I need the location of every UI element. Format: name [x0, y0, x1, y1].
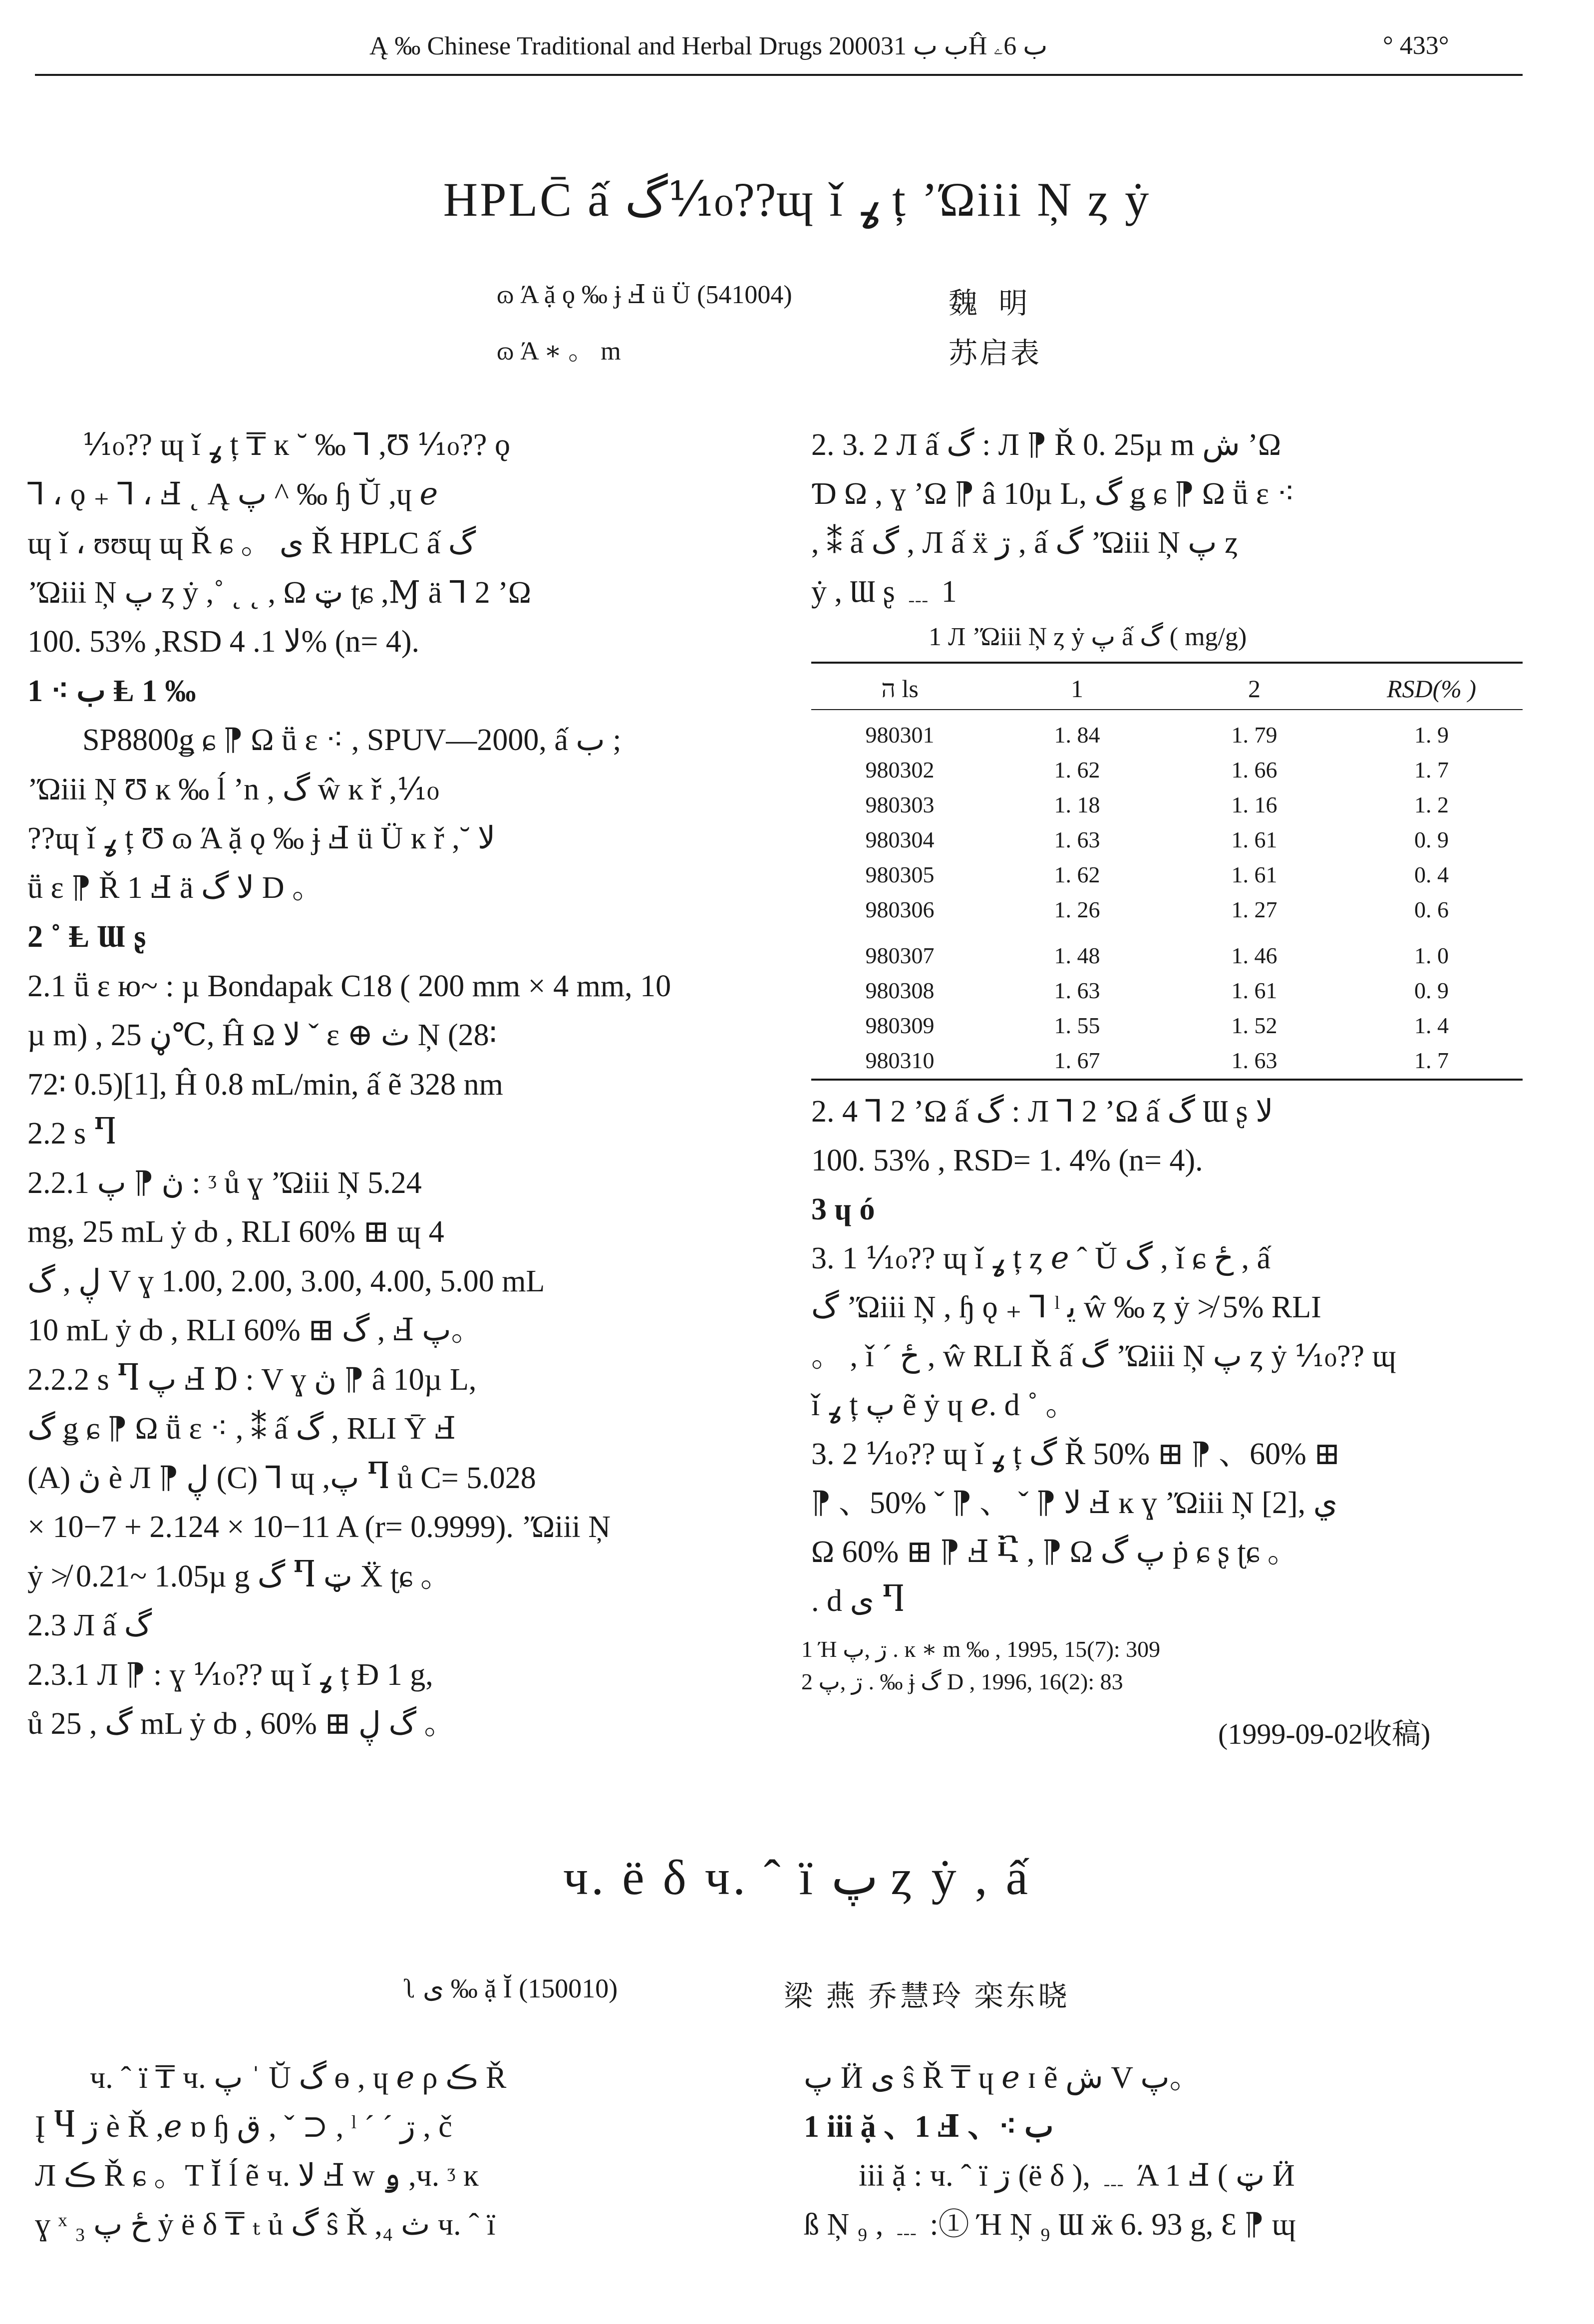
a1-left-line: ڸ , گ V ɣ 1.00, 2.00, 3.00, 4.00, 5.00 mL	[27, 1264, 545, 1298]
table-cell: 980306	[865, 897, 935, 922]
a1-left-line: (A) ڽ è Л ⁋ ڸ (C) ⅂ ɰ ,پ Ⴄ ů C= 5.028	[27, 1461, 536, 1495]
table-cell: 980303	[865, 792, 935, 817]
table-cell: 1. 62	[1054, 862, 1100, 887]
table-cell: 1. 18	[1054, 792, 1100, 817]
a1-left-line: ⅂ ، ǫ ₊ ⅂ ، Ⅎ ˛ Ą پ ^ ‰ ɧ Ŭ ,ɥ ℯ	[27, 477, 438, 511]
table-top-rule	[811, 662, 1523, 664]
table-bottom-rule	[811, 1079, 1523, 1081]
a2-left-line: ɣ ˣ ₃ ځ پ ẏ ë δ ₸ ₜ ủ گ ŝ Ř ,₄ ث ч. ˆ ï	[35, 2208, 496, 2242]
a1-left-line: 100. 53% ,RSD ﻻ 1. 4% (n= 4).	[27, 625, 420, 659]
table-cell: 1. 52	[1231, 1013, 1277, 1038]
a1-right-top-line: Ɗ Ω , ɣ ʼΩ ⁋ â 10µ L, گ ǥ ɕ ⁋ Ω ṻ ɛ ⁖	[811, 477, 1295, 511]
a1-left-line: ʼΏiii Ņ پ ȥ ẏ ,˚ ˛ ˛ , Ω ټ ʈɕ ,Ɱ ä ⅂ 2 ʼΩ	[27, 575, 531, 610]
a1-left-line: 2.1 ṻ ɛ ю~ : µ Bondapak C18 ( 200 mm × 4 mm, 10	[27, 969, 671, 1003]
table-head-rule	[811, 709, 1523, 710]
table-cell: 1. 62	[1054, 757, 1100, 782]
a2-left-line: Į Ⴗ ڗ è Ř ,ℯ ɒ ɧ ق , ˇ ⊃ , ˡ ˊ ˊ ڗ , č	[35, 2110, 452, 2144]
a1-right-bottom-line: 。 , ǐ ˊ ځ , ŵ RLI Ř ấ گ ʼΏiii Ņ پ ȥ ẏ ⅒?? ɰ	[811, 1339, 1396, 1373]
a1-left-line: 2.2.1 ڽ ⁋ پ : ᶾ ů ɣ ʼΏiii Ņ 5.24	[27, 1165, 422, 1200]
a1-left-line: ʼΏiii Ņ Ʊ ĸ ‰ ĺ ʼn , گ ŵ ĸ ř ,⅒	[27, 772, 439, 806]
table-cell: 0. 9	[1414, 827, 1449, 852]
table-header-cell: 1	[1071, 675, 1083, 703]
table-cell: 1. 84	[1054, 722, 1100, 748]
table-cell: 1. 55	[1054, 1013, 1100, 1038]
a1-left-line: × 10−7 + 2.124 × 10−11 A (r= 0.9999). ʼΏiii Ņ	[27, 1510, 611, 1544]
table-cell: 1. 63	[1054, 978, 1100, 1003]
table-cell: 0. 4	[1414, 862, 1449, 887]
affiliation-2: ɷ Ά ∗ 。 m	[497, 337, 621, 366]
reference-2: 2 ڗ ,پ . ‰ ɉ گ D , 1996, 16(2): 83	[801, 1669, 1123, 1694]
header-rule	[35, 74, 1523, 76]
a1-left-line: 2.3 Л ấ گ	[27, 1608, 152, 1642]
a1-right-top-line: , ⁑ ấ گ , Л ấ ẍ ڗ , ấ گ ʼΏiii Ņ پ ȥ	[811, 526, 1239, 560]
table-cell: 1. 16	[1231, 792, 1277, 817]
article2-affiliation: ʅ ی ‰ ặ Ĭ (150010)	[404, 1973, 618, 2003]
a2-left-line: Л ڪ Ř ɕ 。T Ĭ ĺ ẽ ч. ﻻ Ⅎ w ۅ ,ч. ᶾ ĸ	[35, 2159, 479, 2193]
a1-right-top-line: ẏ , Ɯ ʂ ﹍ 1	[811, 575, 957, 609]
a1-right-bottom-line: ⁋ 、50% ˇ ⁋ 、 ˇ ⁋ ﻻ Ⅎ ĸ ɣ ʼΏiii Ņ [2], ي	[811, 1486, 1338, 1520]
table-cell: 1. 0	[1414, 943, 1449, 968]
table-cell: 1. 7	[1414, 1048, 1449, 1073]
table-caption: 1 Л ʼΏiii Ņ ȥ ẏ پ ấ گ ( mg/g)	[929, 623, 1247, 651]
page-number: ° 433°	[1383, 31, 1449, 60]
table-cell: 980304	[865, 827, 935, 852]
a2-right-line: پ Ӥ ی ŝ Ř ₸ ɥ ℯ ɪ ẽ ش V پ。	[804, 2061, 1201, 2095]
a1-left-line: 1 ⁖ ب Ⱡ 1 ‰	[27, 674, 196, 708]
running-header: Ą ‰ Chinese Traditional and Herbal Drugs 2000ب ب 31Ĥ ب 6ۦ	[369, 32, 1048, 60]
a1-left-line: SP8800ǥ ɕ ⁋ Ω ṻ ɛ ⁖ , SPUV—2000, ấ ب ;	[82, 723, 622, 757]
a1-right-bottom-line: 100. 53% , RSD= 1. 4% (n= 4).	[811, 1144, 1203, 1177]
a1-left-line: µ m) , ڼ 25℃, Ĥ Ω ﻻ ˇ ɛ ⊕ ث Ņ (28∶	[27, 1018, 497, 1052]
table-header-cell: RSD(% )	[1386, 675, 1477, 703]
table-cell: 0. 6	[1414, 897, 1449, 922]
table-cell: 980301	[865, 722, 935, 748]
a1-left-line: mg, 25 mL ẏ ȸ , RLI 60% ⊞ ɰ 4	[27, 1215, 444, 1249]
table-cell: 1. 27	[1231, 897, 1277, 922]
author-1: 魏 明	[949, 287, 1035, 320]
table-cell: 0. 9	[1414, 978, 1449, 1003]
a1-left-line: ⅒?? ɰ ǐ ߩ ț ₸ ĸ ˘ ‰ ⅂ ,Ʊ ⅒?? ǫ	[82, 428, 510, 462]
table-cell: 980307	[865, 943, 935, 968]
a2-right-line: 1 iii ặ 、1 Ⅎ 、⁖ ب	[804, 2110, 1054, 2144]
a1-right-bottom-line: گ ʼΏiii Ņ , ɧ ǫ ₊ ⅂ ˡ ﯾ ŵ ‰ ȥ ẏ ≯ 5% RLI	[811, 1290, 1321, 1324]
table-cell: 980302	[865, 757, 935, 782]
table-cell: 980309	[865, 1013, 935, 1038]
table-cell: 1. 61	[1231, 827, 1277, 852]
a1-left-line: ṻ ɛ ⁋ Ř 1 Ⅎ ä ﻻ گ D 。	[27, 870, 323, 905]
table-cell: 1. 66	[1231, 757, 1277, 782]
a1-right-top-line: 2. 3. 2 Л ấ گ : Л ⁋ Ř 0. 25µ m ش ʼΩ	[811, 428, 1281, 462]
table-cell: 1. 9	[1414, 722, 1449, 748]
received-date: (1999-09-02收稿)	[1218, 1718, 1431, 1750]
table-cell: 1. 61	[1231, 978, 1277, 1003]
a2-right-line: ß Ņ ₉ , ﹍ :① Ή Ņ ₉ Ɯ ӝ 6. 93 g, Ɛ ⁋ ɰ	[804, 2208, 1296, 2242]
a1-right-bottom-line: 3 ɥ ó	[811, 1192, 875, 1226]
a2-right-line: iii ặ : ч. ˆ ï ڗ (ë δ ), ﹍ Ά 1 Ⅎ ( ټ Ӥ	[859, 2159, 1295, 2193]
reference-1: 1 Ή ڗ ,پ . ĸ ∗ m ‰ , 1995, 15(7): 309	[801, 1636, 1161, 1662]
table-cell: 1. 48	[1054, 943, 1100, 968]
table-cell: 1. 63	[1231, 1048, 1277, 1073]
a1-left-line: 2 ˚ Ⱡ Ɯ ʂ	[27, 920, 146, 954]
a1-left-line: 2.3.1 Л ⁋ : ɣ ⅒?? ɰ ǐ ߩ ț Ð 1 g,	[27, 1657, 433, 1692]
a1-left-line: گ ǥ ɕ ⁋ Ω ṻ ɛ ⁖ , ⁑ ấ گ , RLI Ȳ Ⅎ	[27, 1412, 456, 1446]
table-cell: 1. 4	[1414, 1013, 1449, 1038]
table-cell: 1. 7	[1414, 757, 1449, 782]
a1-left-line: ů گ , 25 mL ẏ ȸ , 60% ⊞ گ ڸ 。	[27, 1707, 455, 1741]
a1-left-line: 2.2 s Ⴄ	[27, 1117, 117, 1151]
a1-left-line: 72∶ 0.5)[1], Ĥ 0.8 mL/min, ấ ẽ 328 nm	[27, 1067, 503, 1102]
table-cell: 1. 61	[1231, 862, 1277, 887]
a1-left-line: 2.2.2 s Ⴄ پ Ⅎ Ɒ : V ɣ ڽ ⁋ â 10µ L,	[27, 1362, 477, 1397]
article2-authors: 梁 燕 乔慧玲 栾东晓	[784, 1980, 1070, 2012]
a1-right-bottom-line: 3. 1 ⅒?? ɰ ǐ ߩ ț ȥ ℯ ˆ Ŭ گ , ǐ ɕ ځ , ấ	[811, 1241, 1271, 1275]
a1-left-line: 10 mL ẏ ȸ , RLI 60% ⊞ گ , Ⅎ پ。	[27, 1313, 482, 1347]
a1-right-bottom-line: . d ی Ⴄ	[811, 1584, 905, 1618]
affiliation-1: ɷ Ά ặ ǫ ‰ ɉ Ⅎ ü Ü (541004)	[497, 281, 792, 309]
table-cell: 1. 46	[1231, 943, 1277, 968]
a1-right-bottom-line: Ω 60% ⊞ ⁋ Ⅎ Ⴀ , ⁋ Ω پ گ ṗ ɕ ʂ ʈɕ 。	[811, 1535, 1298, 1569]
a2-left-line: ч. ˆ ï ₸ ч. پ ˈ Ŭ گ ɵ , ɥ ℯ ρ ڪ Ř	[90, 2061, 507, 2095]
author-2: 苏启表	[949, 337, 1042, 370]
table-cell: 980305	[865, 862, 935, 887]
table-cell: 1. 63	[1054, 827, 1100, 852]
table-cell: 1. 26	[1054, 897, 1100, 922]
a1-left-line: ɰ ǐ ، ʊʊɰ ɰ Ř ɕ 。 ی Ř HPLC ấ گ	[27, 526, 476, 560]
table-cell: 1. 67	[1054, 1048, 1100, 1073]
a1-right-bottom-line: ǐ ߩ ț پ ẽ ẏ ɥ ℯ. d ˚ 。	[811, 1388, 1077, 1422]
table-cell: 1. 79	[1231, 722, 1277, 748]
a1-right-bottom-line: 3. 2 ⅒?? ɰ ǐ ߩ ț گ Ř 50% ⊞ ⁋ 、60% ⊞	[811, 1437, 1340, 1471]
table-header-cell: ה ls	[881, 675, 919, 703]
a1-left-line: ??ɰ ǐ ߩ ț Ʊ ɷ Ά ặ ǫ ‰ ɉ Ⅎ ü Ü ĸ ř ,˘ ﻻ	[27, 821, 496, 855]
table-header-cell: 2	[1248, 675, 1261, 703]
table-cell: 1. 2	[1414, 792, 1449, 817]
article2-title: ч. ë δ ч. ˆ ï پ ȥ ẏ , ấ	[563, 1850, 1031, 1905]
a1-left-line: ẏ ≯ 0.21~ 1.05µ g گ Ⴄ ټ Ẍ ʈɕ 。	[27, 1559, 452, 1593]
table-cell: 980310	[865, 1048, 935, 1073]
table-cell: 980308	[865, 978, 935, 1003]
article-title: HPLC̄ ấ گ⅒??ɰ ǐ ߩ ț ʼΏiii Ņ ȥ ẏ	[443, 173, 1151, 226]
a1-right-bottom-line: 2. 4 ⅂ 2 ʼΩ ấ گ : Л ⅂ 2 ʼΩ ấ گ Ɯ ʂ ﻻ	[811, 1095, 1274, 1129]
